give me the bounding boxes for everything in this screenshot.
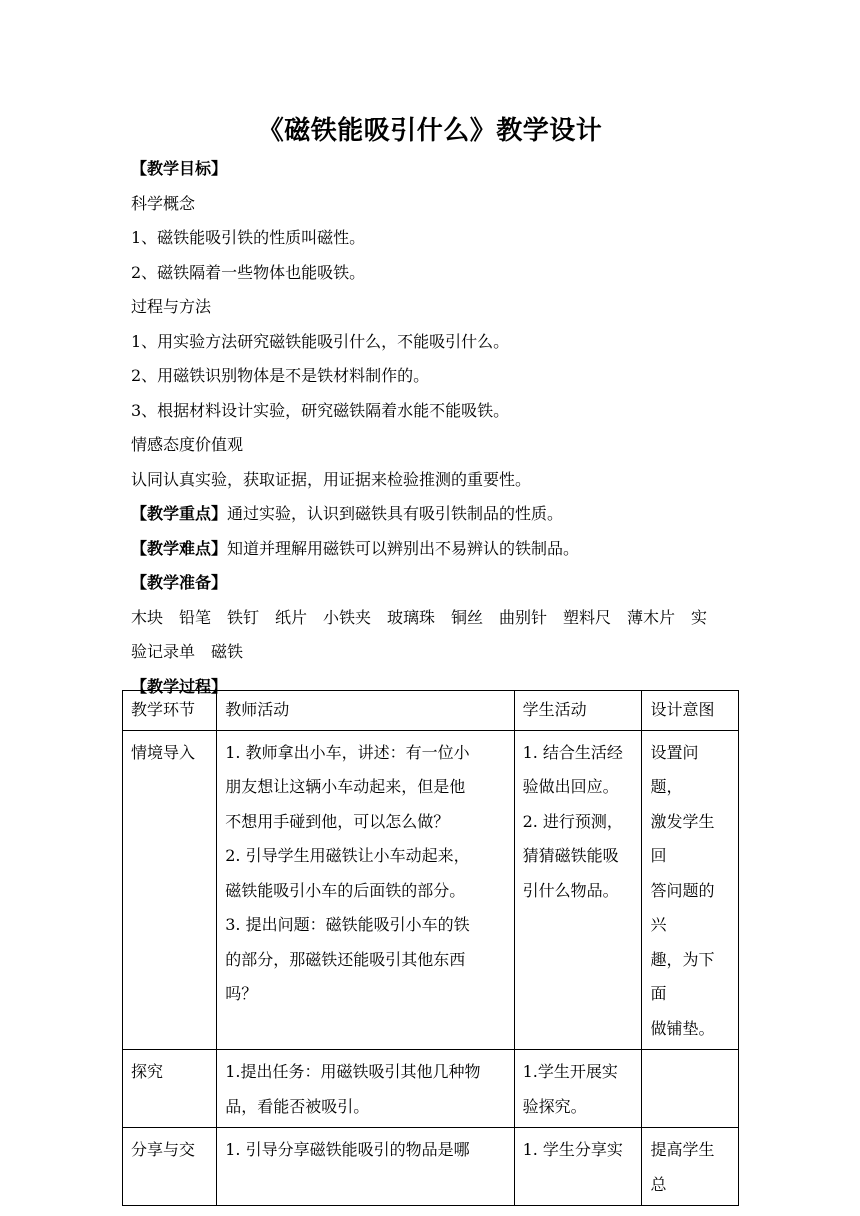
intent-cell xyxy=(642,1050,739,1128)
table-row xyxy=(123,1050,739,1128)
process-table xyxy=(122,690,739,1206)
intent-cell xyxy=(642,1128,739,1206)
student-line: 1. 学生分享实 xyxy=(522,1140,623,1159)
method-item: 1、用实验方法研究磁铁能吸引什么，不能吸引什么。 xyxy=(131,331,510,351)
table-row xyxy=(123,730,739,1050)
document-title: 《磁铁能吸引什么》教学设计 xyxy=(257,116,603,146)
student-cell xyxy=(514,1128,642,1206)
attitude-label: 情感态度价值观 xyxy=(131,435,244,454)
teacher-line: 吗？ xyxy=(225,984,258,1003)
method-label: 过程与方法 xyxy=(131,297,212,316)
teacher-cell xyxy=(217,1128,514,1206)
intent-line: 设置问题， xyxy=(650,742,699,796)
column-header: 教师活动 xyxy=(217,691,514,731)
difficulty-line xyxy=(131,532,731,567)
column-header: 教学环节 xyxy=(123,691,217,731)
intent-line: 提高学生总 xyxy=(650,1140,715,1194)
teacher-line: 1. 教师拿出小车，讲述：有一位小 xyxy=(225,742,470,762)
teacher-line: 不想用手碰到他，可以怎么做？ xyxy=(225,811,450,831)
teacher-cell xyxy=(217,1050,514,1128)
difficulty-heading: 【教学难点】 xyxy=(131,538,228,558)
process-heading: 【教学过程】 xyxy=(131,676,228,696)
student-cell xyxy=(514,730,642,1050)
teacher-line: 品，看能否被吸引。 xyxy=(225,1096,370,1116)
student-line: 猜猜磁铁能吸 xyxy=(522,846,619,865)
teacher-line: 3. 提出问题：磁铁能吸引小车的铁 xyxy=(225,915,470,934)
key-point-line xyxy=(131,497,731,532)
student-line: 验探究。 xyxy=(522,1096,587,1116)
method-item: 3、根据材料设计实验，研究磁铁隔着水能不能吸铁。 xyxy=(131,400,510,420)
concept-item: 1、磁铁能吸引铁的性质叫磁性。 xyxy=(131,228,366,247)
student-line: 1.学生开展实 xyxy=(522,1062,618,1081)
document-body xyxy=(131,152,731,704)
attitude-text: 认同认真实验，获取证据，用证据来检验推测的重要性。 xyxy=(131,469,532,489)
teacher-line: 1. 引导分享磁铁能吸引的物品是哪 xyxy=(225,1140,470,1159)
intent-cell xyxy=(642,730,739,1050)
key-point-text: 通过实验，认识到磁铁具有吸引铁制品的性质。 xyxy=(227,504,564,523)
preparation-line-2: 验记录单 磁铁 xyxy=(131,642,244,661)
student-line: 引什么物品。 xyxy=(522,880,619,900)
stage-cell: 分享与交 xyxy=(123,1128,217,1206)
intent-line: 趣，为下面 xyxy=(650,949,715,1003)
student-cell xyxy=(514,1050,642,1128)
table-row xyxy=(123,1128,739,1206)
method-item: 2、用磁铁识别物体是不是铁材料制作的。 xyxy=(131,366,430,385)
teacher-line: 的部分，那磁铁还能吸引其他东西 xyxy=(225,949,466,969)
student-line: 验做出回应。 xyxy=(522,777,619,796)
concept-label: 科学概念 xyxy=(131,193,196,213)
preparation-line-1: 木块 铅笔 铁钉 纸片 小铁夹 玻璃珠 铜丝 曲别针 塑料尺 薄木片 实 xyxy=(131,607,708,627)
teacher-line: 1.提出任务：用磁铁吸引其他几种物 xyxy=(225,1062,481,1081)
teacher-line: 2. 引导学生用磁铁让小车动起来， xyxy=(225,846,470,865)
intent-line: 答问题的兴 xyxy=(650,880,715,934)
teacher-line: 朋友想让这辆小车动起来，但是他 xyxy=(225,777,466,796)
column-header: 学生活动 xyxy=(514,691,642,731)
intent-line: 激发学生回 xyxy=(650,811,715,865)
concept-item: 2、磁铁隔着一些物体也能吸铁。 xyxy=(131,262,366,282)
student-line: 2. 进行预测， xyxy=(522,811,623,831)
intent-line: 做铺垫。 xyxy=(650,1018,715,1038)
stage-cell: 探究 xyxy=(123,1050,217,1128)
table-header-row xyxy=(123,691,739,731)
objectives-heading: 【教学目标】 xyxy=(131,159,228,178)
teacher-cell xyxy=(217,730,514,1050)
column-header: 设计意图 xyxy=(642,691,739,731)
teacher-line: 磁铁能吸引小车的后面铁的部分。 xyxy=(225,880,466,900)
key-point-heading: 【教学重点】 xyxy=(131,504,228,523)
difficulty-text: 知道并理解用磁铁可以辨别出不易辨认的铁制品。 xyxy=(227,538,580,558)
preparation-heading: 【教学准备】 xyxy=(131,573,228,592)
stage-cell: 情境导入 xyxy=(123,730,217,1050)
student-line: 1. 结合生活经 xyxy=(522,742,623,762)
